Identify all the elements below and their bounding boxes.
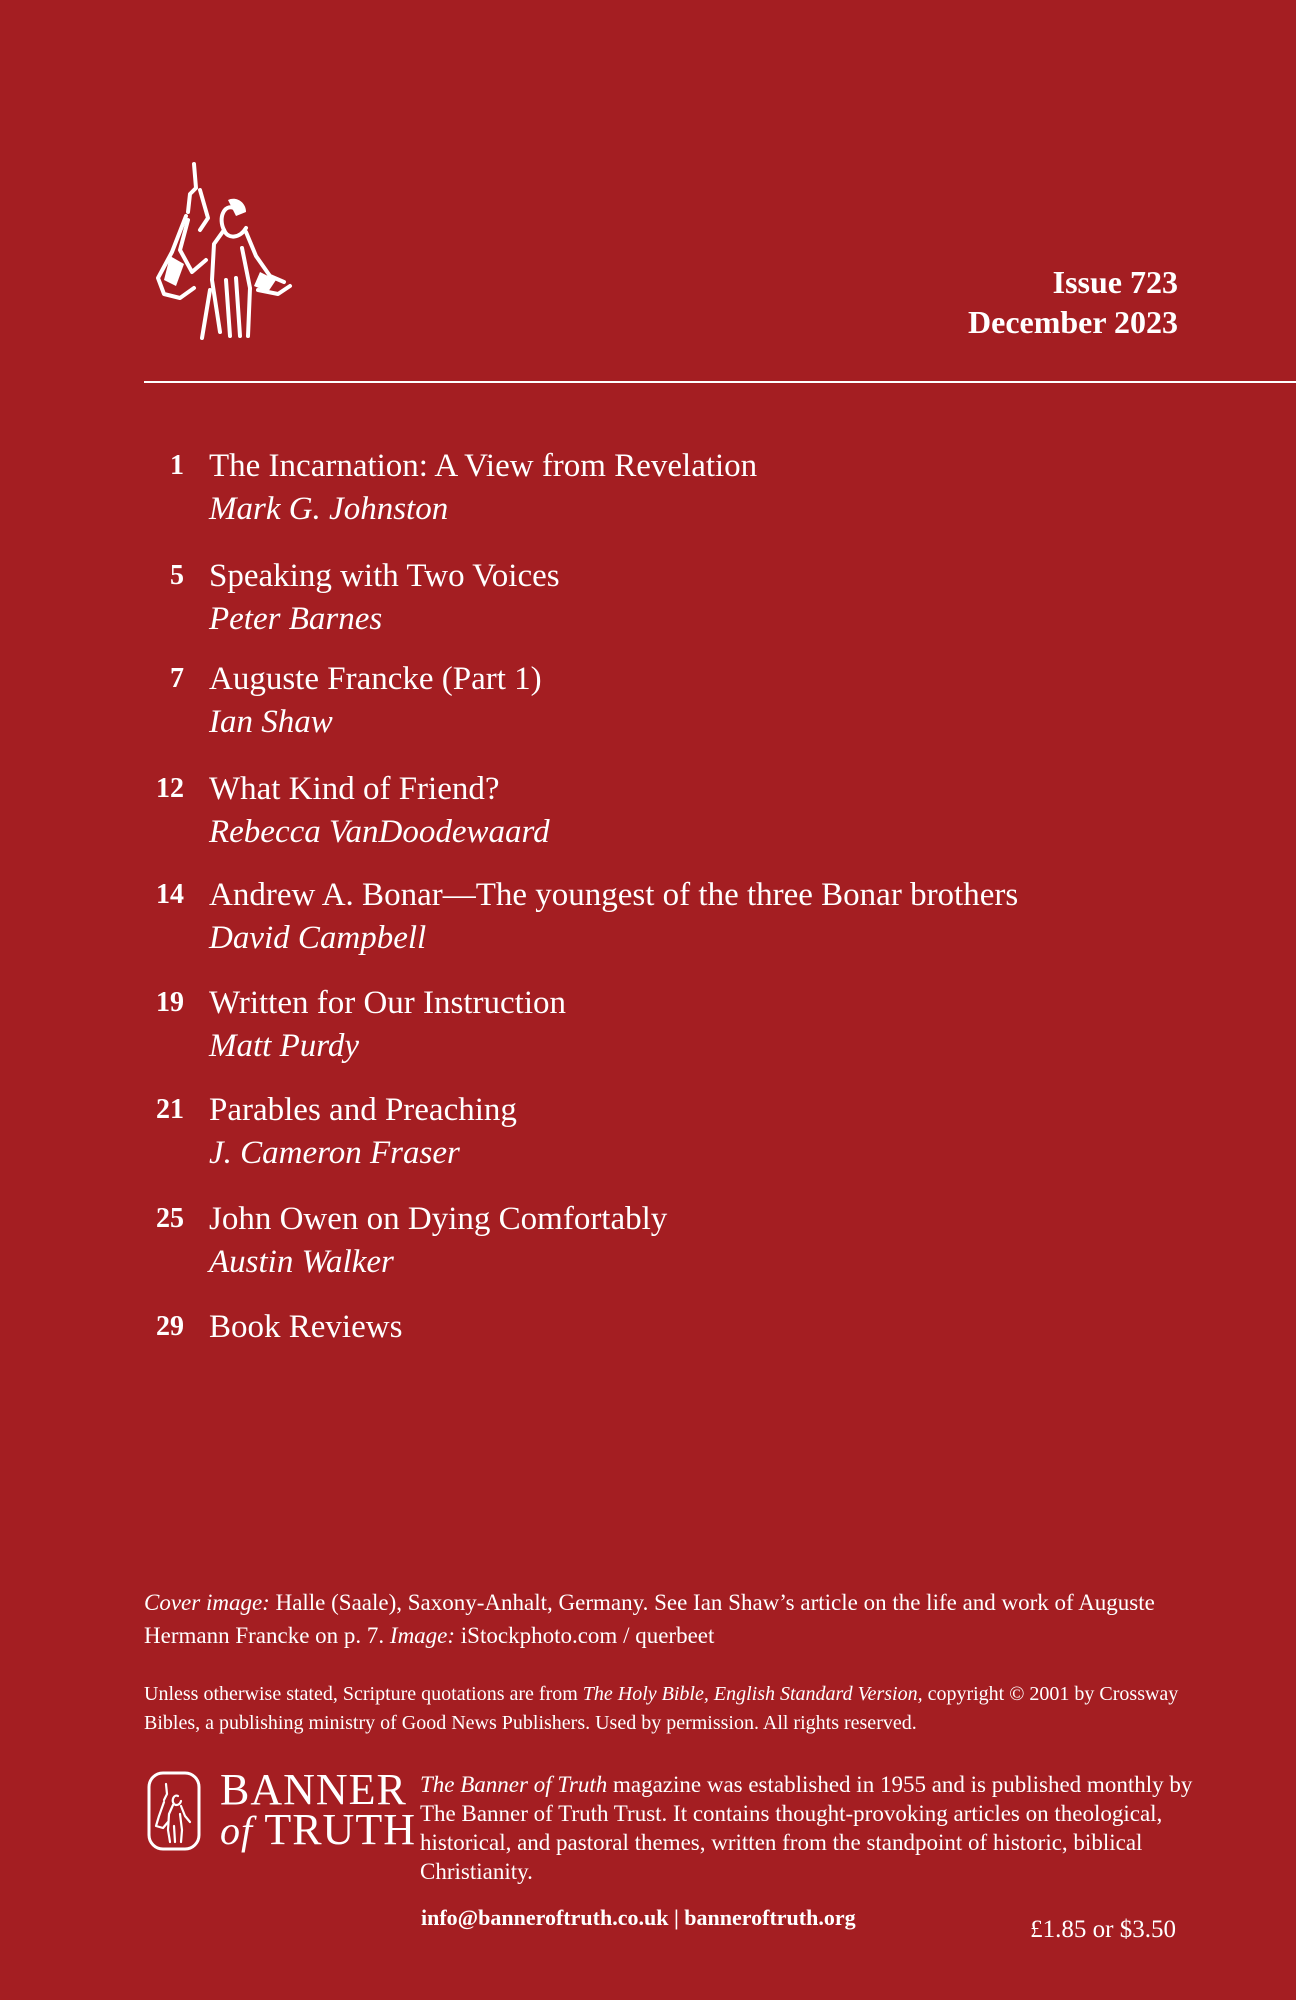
website-link[interactable]: banneroftruth.org [684,1905,856,1930]
toc-page-number: 14 [156,879,184,910]
banner-figure-icon [146,1770,202,1852]
toc-title: John Owen on Dying Comfortably [209,1201,668,1237]
magazine-description-text: magazine was established in 1955 and is published monthly by The Banner of Truth Trust. It contains thought-provoking articles on theological, historical, and pastoral themes, written from the standpoint of historic, biblical Christianity. [420,1772,1193,1884]
cover-image-label: Cover image: [144,1590,270,1615]
preacher-figure-icon [150,160,300,340]
image-credit-text: iStockphoto.com / querbeet [455,1623,715,1648]
issue-info [968,262,1178,342]
magazine-title: The Banner of Truth [420,1772,608,1797]
toc-author: Mark G. Johnston [209,491,449,527]
issue-date: December 2023 [968,304,1178,340]
contact-separator: | [668,1905,685,1930]
toc-title: Speaking with Two Voices [209,558,560,594]
bible-title: The Holy Bible, English Standard Version, [582,1683,923,1705]
brand-of: of [220,1808,254,1853]
scripture-note-text-2: copyright © 2001 by Crossway Bibles, a publishing ministry of Good News Publishers. Used by permission. All rights reserved. [144,1683,1179,1734]
email-link[interactable]: info@banneroftruth.co.uk [421,1905,669,1930]
toc-title: The Incarnation: A View from Revelation [209,448,758,484]
brand-line-2: TRUTH [253,1805,416,1854]
toc-page-number: 25 [156,1203,184,1234]
header-divider [144,381,1296,383]
cover-image-text: Halle (Saale), Saxony-Anhalt, Germany. See Ian Shaw’s article on the life and work of Auguste Hermann Francke on p. 7. [144,1590,1155,1648]
image-credit-label: Image: [389,1623,456,1648]
toc-title: What Kind of Friend? [209,771,500,807]
toc-title: Andrew A. Bonar—The youngest of the three Bonar brothers [209,877,1019,913]
banner-of-truth-wordmark [220,1765,416,1854]
toc-author: Ian Shaw [209,704,333,740]
scripture-permission-note [144,1680,1204,1738]
toc-author: J. Cameron Fraser [209,1135,460,1171]
toc-author: David Campbell [209,920,427,956]
toc-author: Peter Barnes [209,601,383,637]
toc-page-number: 12 [156,773,184,804]
brand-line-1: BANNER [220,1765,407,1814]
toc-title: Book Reviews [209,1309,403,1345]
toc-page-number: 1 [170,450,184,481]
contact-info [421,1902,856,1934]
toc-page-number: 5 [170,560,184,591]
toc-page-number: 21 [156,1094,184,1125]
toc-author: Matt Purdy [209,1028,359,1064]
toc-title: Parables and Preaching [209,1092,517,1128]
toc-author: Rebecca VanDoodewaard [209,814,550,850]
toc-page-number: 29 [156,1311,184,1342]
toc-author: Austin Walker [209,1244,394,1280]
toc-title: Written for Our Instruction [209,985,566,1021]
issue-number: Issue 723 [1052,264,1178,300]
toc-title: Auguste Francke (Part 1) [209,661,542,697]
toc-page-number: 7 [170,663,184,694]
toc-page-number: 19 [156,987,184,1018]
price: £1.85 or $3.50 [1030,1916,1176,1943]
magazine-description [420,1770,1200,1886]
cover-image-credit [144,1586,1164,1652]
scripture-note-text: Unless otherwise stated, Scripture quotations are from [144,1683,583,1705]
